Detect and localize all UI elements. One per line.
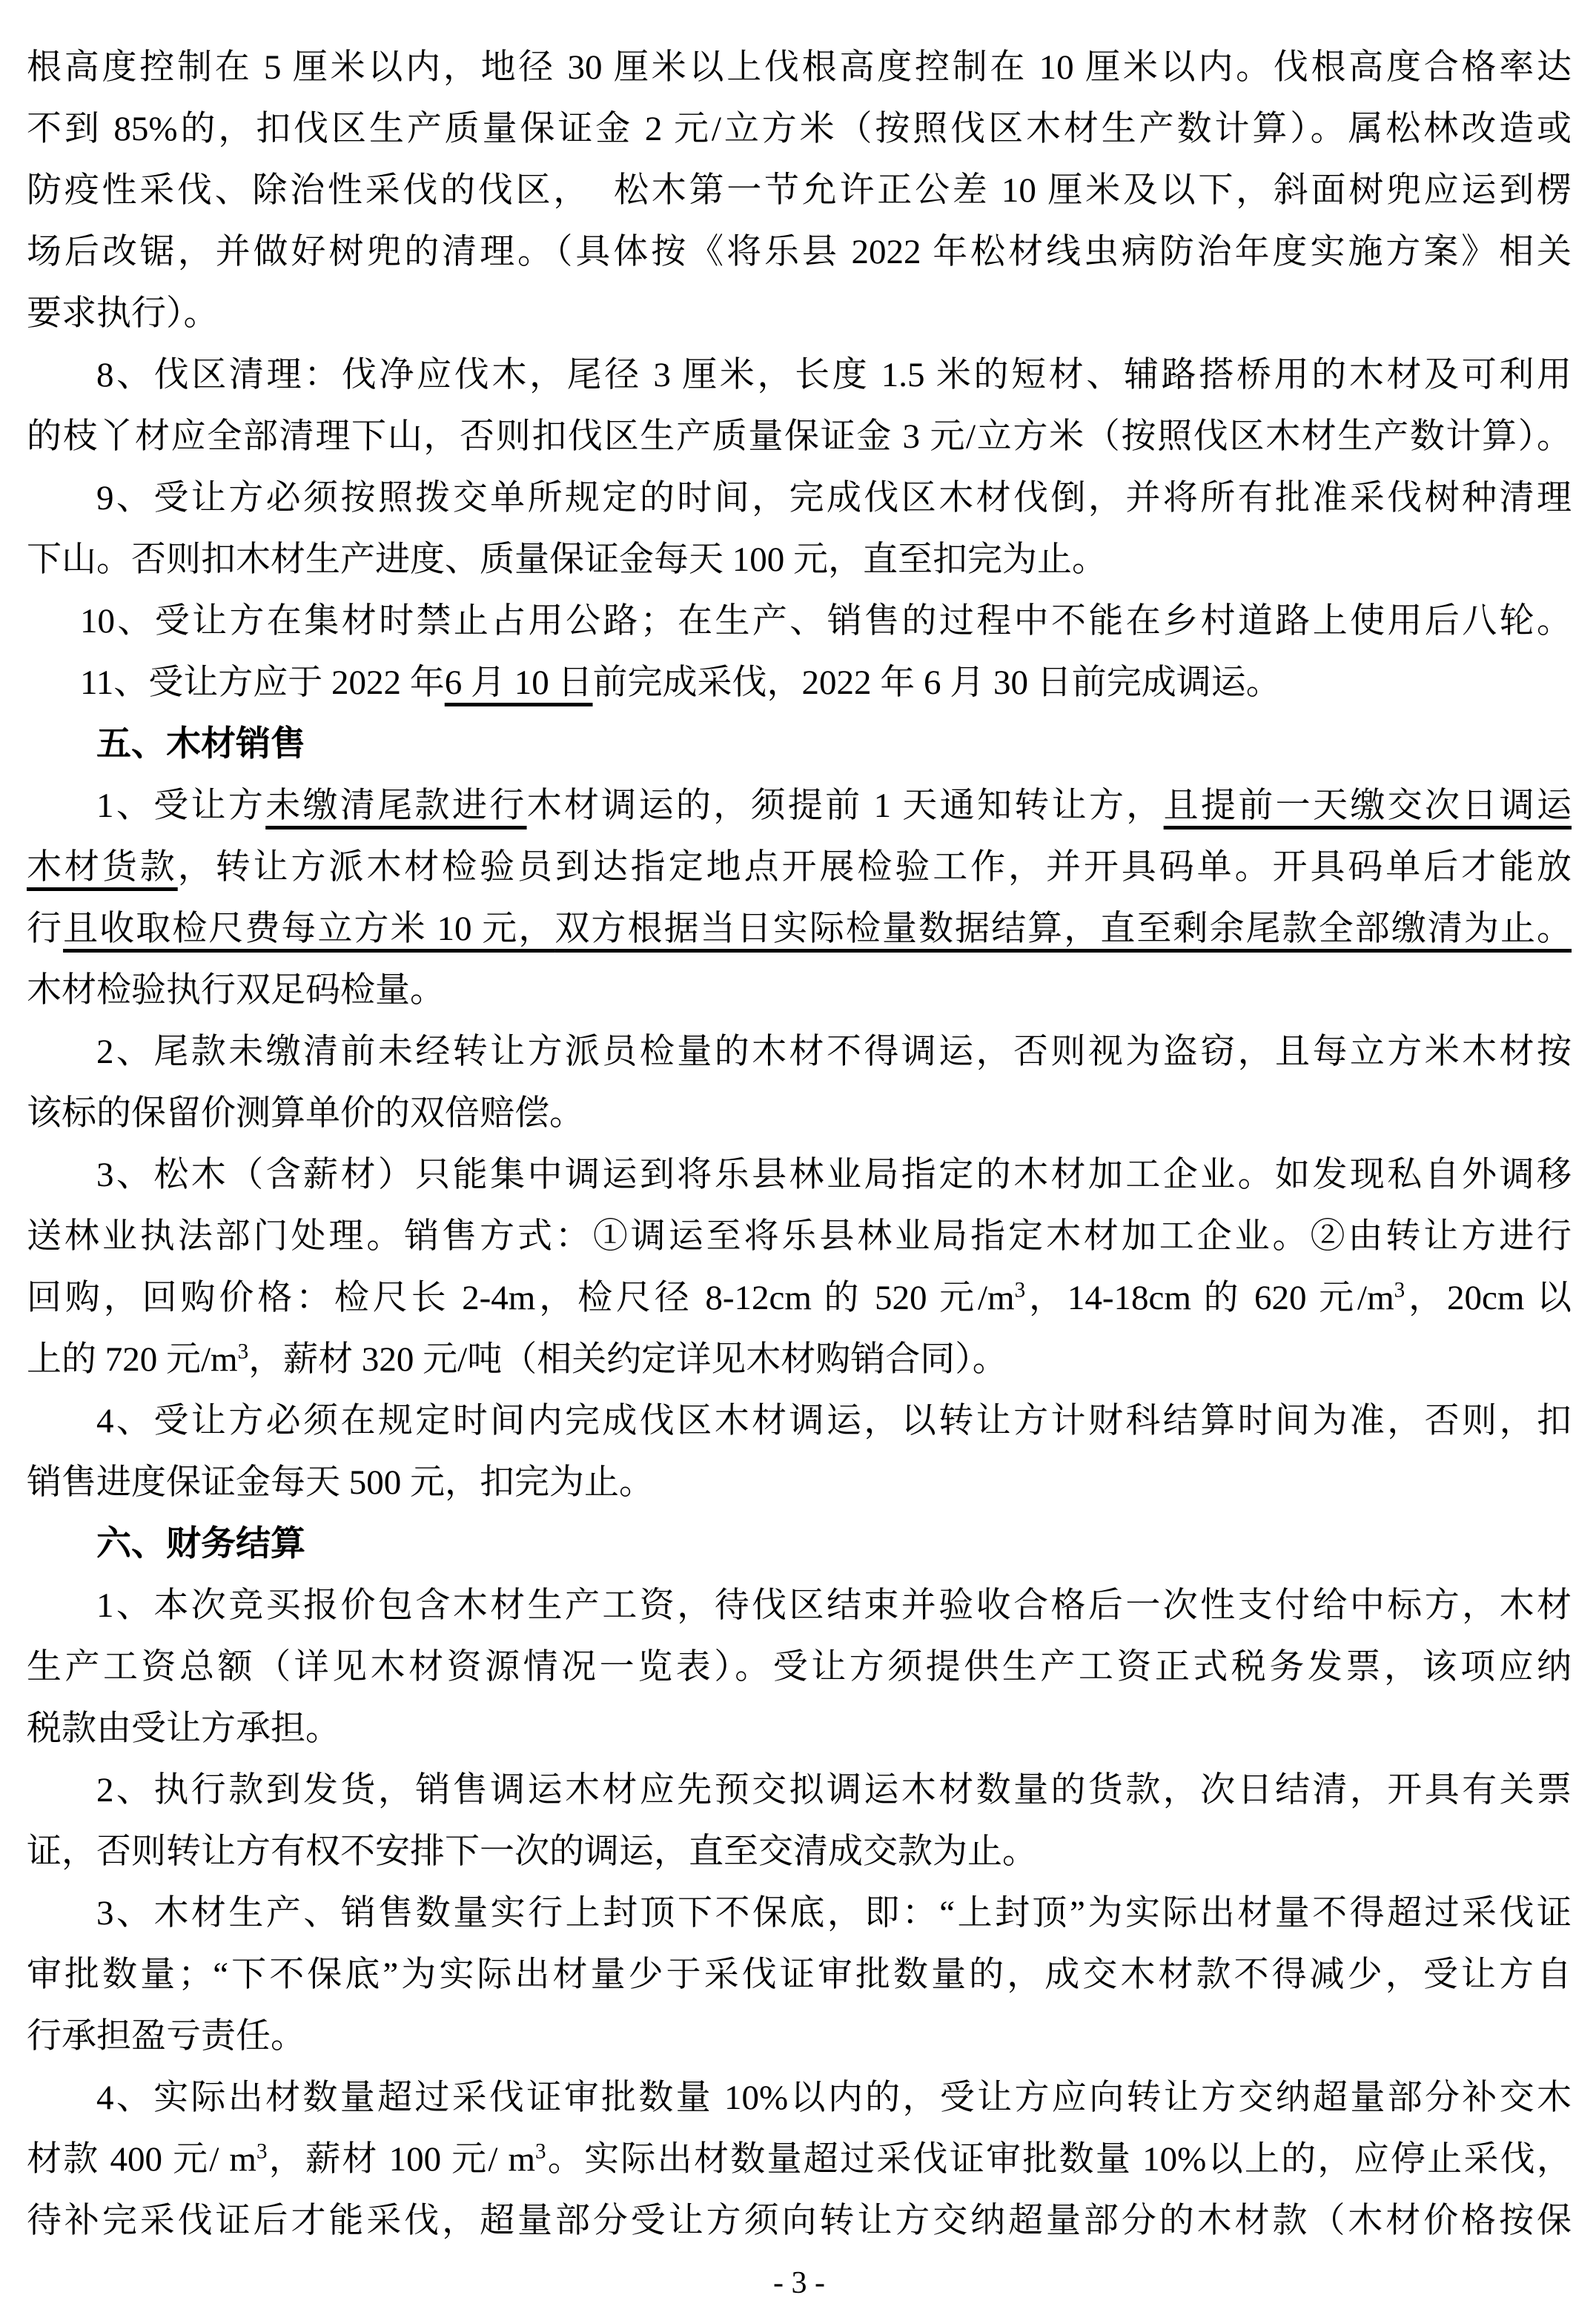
text-line xyxy=(27,1452,1572,1514)
text-segment: 上的 720 元/m xyxy=(27,1340,238,1379)
text-line xyxy=(27,652,1572,714)
text-line xyxy=(27,2190,1572,2252)
text-line xyxy=(27,1883,1572,1944)
text-segment: 木材检验执行双足码检量。 xyxy=(27,971,445,1010)
text-line xyxy=(27,222,1572,283)
text-segment: 前完成采伐，2022 年 6 月 30 日前完成调运。 xyxy=(592,663,1281,702)
text-segment: 审批数量；“下不保底”为实际出材量少于采伐证审批数量的，成交木材款不得减少，受让方自 xyxy=(27,1956,1572,1994)
document-body xyxy=(27,37,1572,2252)
text-segment: ，薪材 100 元/ m xyxy=(267,2140,536,2179)
text-segment: 证，否则转让方有权不安排下一次的调运，直至交清成交款为止。 xyxy=(27,1832,1037,1871)
page-number: - 3 - xyxy=(773,2266,825,2300)
text-segment: 1、受让方 xyxy=(96,787,266,825)
text-line xyxy=(27,529,1572,591)
text-segment: 场后改锯，并做好树兜的清理。（具体按《将乐县 2022 年松材线虫病防治年度实施方案》相关 xyxy=(27,233,1572,271)
superscript-text: 3 xyxy=(1014,1278,1026,1302)
text-segment: 9、受让方必须按照拨交单所规定的时间，完成伐区木材伐倒，并将所有批准采伐树种清理 xyxy=(96,479,1572,517)
text-segment: 该标的保留价测算单价的双倍赔偿。 xyxy=(27,1094,584,1133)
underlined-text: 双方根据当日实际检量数据结算，直至剩余尾款全部缴清为止。 xyxy=(554,910,1572,948)
text-line xyxy=(27,1206,1572,1268)
text-line xyxy=(27,1268,1572,1329)
text-line xyxy=(27,2129,1572,2190)
text-line xyxy=(27,468,1572,529)
text-line xyxy=(27,99,1572,160)
text-line xyxy=(27,1575,1572,1637)
text-line xyxy=(27,2006,1572,2067)
page-footer xyxy=(27,2256,1572,2310)
text-segment: 税款由受让方承担。 xyxy=(27,1709,340,1748)
underlined-text: 木材货款 xyxy=(27,848,178,887)
text-segment: 销售进度保证金每天 500 元，扣完为止。 xyxy=(27,1463,654,1502)
text-line xyxy=(27,837,1572,898)
section-heading xyxy=(27,714,1572,775)
text-segment: 送林业执法部门处理。销售方式：①调运至将乐县林业局指定木材加工企业。②由转让方进行 xyxy=(27,1217,1572,1256)
text-segment: 木材调运的，须提前 1 天通知转让方， xyxy=(526,787,1164,825)
text-line xyxy=(27,1083,1572,1145)
text-segment: 10、受让方在集材时禁止占用公路；在生产、销售的过程中不能在乡村道路上使用后八轮。 xyxy=(80,602,1572,640)
text-line xyxy=(27,1944,1572,2006)
text-line xyxy=(27,1145,1572,1206)
text-segment: 4、实际出材数量超过采伐证审批数量 10%以内的，受让方应向转让方交纳超量部分补交木 xyxy=(96,2079,1572,2117)
text-line xyxy=(27,283,1572,345)
text-segment: 2、执行款到发货，销售调运木材应先预交拟调运木材数量的货款，次日结清，开具有关票 xyxy=(96,1771,1572,1809)
text-segment: 六、财务结算 xyxy=(96,1525,305,1563)
underlined-text: 且提前一天缴交次日调运 xyxy=(1163,787,1572,825)
text-line xyxy=(27,1821,1572,1883)
text-line xyxy=(27,1021,1572,1083)
text-line xyxy=(27,1698,1572,1760)
text-line xyxy=(27,591,1572,652)
superscript-text: 3 xyxy=(237,1340,249,1364)
underlined-text: 6 月 10 日 xyxy=(444,663,593,702)
superscript-text: 3 xyxy=(256,2139,268,2164)
text-segment: 2、尾款未缴清前未经转让方派员检量的木材不得调运，否则视为盗窃，且每立方米木材按 xyxy=(96,1033,1572,1071)
text-line xyxy=(27,1637,1572,1698)
text-segment: 待补完采伐证后才能采伐，超量部分受让方须向转让方交纳超量部分的木材款（木材价格按保 xyxy=(27,2202,1572,2240)
text-segment: ，薪材 320 元/吨（相关约定详见木材购销合同）。 xyxy=(248,1340,1007,1379)
text-line xyxy=(27,775,1572,837)
text-segment: 8、伐区清理：伐净应伐木，尾径 3 厘米，长度 1.5 米的短材、辅路搭桥用的木材及可利用 xyxy=(96,356,1572,394)
text-segment: 3、木材生产、销售数量实行上封顶下不保底，即：“上封顶”为实际出材量不得超过采伐证 xyxy=(96,1894,1572,1933)
underlined-text: 未缴清尾款进行 xyxy=(265,787,527,825)
text-segment: 五、木材销售 xyxy=(96,725,305,764)
text-line xyxy=(27,898,1572,960)
text-segment: 生产工资总额（详见木材资源情况一览表）。受让方须提供生产工资正式税务发票，该项应纳 xyxy=(27,1648,1572,1686)
text-segment: 要求执行）。 xyxy=(27,294,219,333)
text-segment: 防疫性采伐、除治性采伐的伐区， 松木第一节允许正公差 10 厘米及以下，斜面树兜应运到楞 xyxy=(27,171,1572,210)
superscript-text: 3 xyxy=(1394,1278,1405,1302)
text-line xyxy=(27,1329,1572,1391)
text-line xyxy=(27,2067,1572,2129)
section-heading xyxy=(27,1514,1572,1575)
text-segment: 1、本次竞买报价包含木材生产工资，待伐区结束并验收合格后一次性支付给中标方，木材 xyxy=(96,1586,1572,1625)
text-segment: 行 xyxy=(27,910,64,948)
text-segment: 行承担盈亏责任。 xyxy=(27,2017,305,2056)
text-segment: 回购，回购价格：检尺长 2-4m，检尺径 8-12cm 的 520 元/m xyxy=(27,1279,1015,1317)
text-segment: 不到 85%的，扣伐区生产质量保证金 2 元/立方米（按照伐区木材生产数计算）。属松林改造或 xyxy=(27,110,1572,148)
text-line xyxy=(27,160,1572,222)
text-line xyxy=(27,406,1572,468)
text-segment: ，20cm 以 xyxy=(1405,1279,1572,1317)
text-segment: 。实际出材数量超过采伐证审批数量 10%以上的，应停止采伐， xyxy=(546,2140,1572,2179)
text-segment: 材款 400 元/ m xyxy=(27,2140,256,2179)
text-line xyxy=(27,1391,1572,1452)
text-segment: 11、受让方应于 2022 年 xyxy=(80,663,445,702)
text-segment: 下山。否则扣木材生产进度、质量保证金每天 100 元，直至扣完为止。 xyxy=(27,540,1107,579)
text-line xyxy=(27,1760,1572,1821)
text-line xyxy=(27,345,1572,406)
underlined-text: 且收取检尺费每立方米 10 元， xyxy=(63,910,555,948)
text-segment: ，转让方派木材检验员到达指定地点开展检验工作，并开具码单。开具码单后才能放 xyxy=(177,848,1572,887)
text-segment: 4、受让方必须在规定时间内完成伐区木材调运，以转让方计财科结算时间为准，否则，扣 xyxy=(96,1402,1572,1440)
text-line xyxy=(27,37,1572,99)
text-segment: ，14-18cm 的 620 元/m xyxy=(1025,1279,1394,1317)
text-line xyxy=(27,960,1572,1021)
text-segment: 3、松木（含薪材）只能集中调运到将乐县林业局指定的木材加工企业。如发现私自外调移 xyxy=(96,1156,1572,1194)
superscript-text: 3 xyxy=(535,2139,546,2164)
text-segment: 的枝丫材应全部清理下山，否则扣伐区生产质量保证金 3 元/立方米（按照伐区木材生产数计算）。 xyxy=(27,417,1572,456)
text-segment: 根高度控制在 5 厘米以内，地径 30 厘米以上伐根高度控制在 10 厘米以内。伐根高度合格率达 xyxy=(27,48,1572,87)
